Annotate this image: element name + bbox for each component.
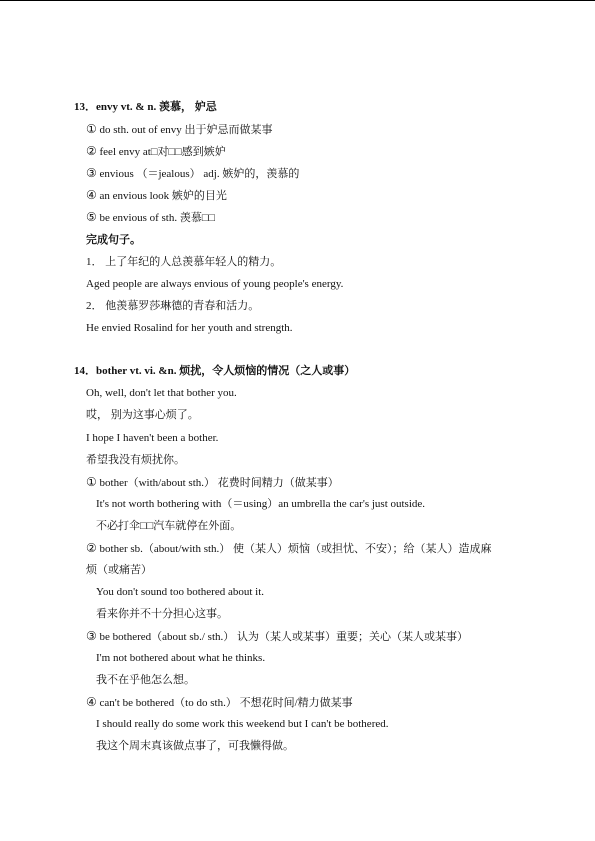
exercise-sentence-2-en: He envied Rosalind for her youth and strength. [86, 322, 293, 334]
exercise-sentence-2-cn: 2． 他羡慕罗莎琳德的青春和活力。 [86, 300, 260, 312]
item-text: an envious look 嫉妒的目光 [96, 190, 227, 202]
item-text: bother（with/about sth.） 花费时间精力（做某事） [96, 477, 339, 489]
bother-item-3-example-en: I'm not bothered about what he thinks. [96, 652, 266, 664]
bother-item-4 [86, 695, 353, 710]
item-number: ③ [86, 166, 97, 180]
bother-item-4-example-cn: 我这个周末真该做点事了，可我懒得做。 [96, 740, 294, 752]
item-text: can't be bothered（to do sth.） 不想花时间/精力做某事 [96, 697, 353, 709]
section-13-heading: 13．envy vt. & n. 羡慕， 妒忌 [74, 101, 217, 113]
envy-item-1 [86, 122, 272, 137]
envy-item-5 [86, 210, 215, 225]
bother-item-1-example-en: It's not worth bothering with（＝using）an umbrella the car's just outside. [96, 498, 426, 510]
item-text: feel envy at□对□□感到嫉妒 [96, 146, 226, 158]
envy-item-2 [86, 144, 226, 159]
exercise-heading: 完成句子。 [86, 234, 141, 246]
bother-item-4-example-en: I should really do some work this weekend but I can't be bothered. [96, 718, 389, 730]
bother-item-2-example-cn: 看来你并不十分担心这事。 [96, 608, 228, 620]
item-text: bother sb.（about/with sth.） 使（某人）烦恼（或担忧、不安）；给（某人）造成麻 [96, 543, 492, 555]
page-top-rule [0, 0, 595, 1]
item-number: ② [86, 144, 97, 158]
bother-intro-1: Oh, well, don't let that bother you. [86, 387, 237, 399]
item-number: ② [86, 541, 97, 555]
item-number: ④ [86, 188, 97, 202]
item-text: be envious of sth. 羡慕□□ [96, 212, 216, 224]
bother-item-3-example-cn: 我不在乎他怎么想。 [96, 674, 195, 686]
bother-intro-4: 希望我没有烦扰你。 [86, 454, 185, 466]
item-number: ⑤ [86, 210, 97, 224]
item-number: ① [86, 475, 97, 489]
envy-item-4 [86, 188, 227, 203]
bother-item-2-cont: 烦（或痛苦） [86, 564, 152, 576]
item-text: envious （＝jealous） adj. 嫉妒的，羡慕的 [96, 168, 300, 180]
bother-intro-3: I hope I haven't been a bother. [86, 432, 219, 444]
item-number: ① [86, 122, 97, 136]
bother-item-3 [86, 629, 468, 644]
bother-item-1 [86, 475, 339, 490]
item-number: ③ [86, 629, 97, 643]
bother-intro-2: 哎， 别为这事心烦了。 [86, 409, 199, 421]
exercise-sentence-1-cn: 1． 上了年纪的人总羡慕年轻人的精力。 [86, 256, 282, 268]
item-text: do sth. out of envy 出于妒忌而做某事 [96, 124, 273, 136]
exercise-sentence-1-en: Aged people are always envious of young people's energy. [86, 278, 344, 290]
bother-item-1-example-cn: 不必打伞□□汽车就停在外面。 [96, 520, 242, 532]
item-text: be bothered（about sb./ sth.） 认为（某人或某事）重要；关心（某人或某事） [96, 631, 468, 643]
section-14-heading: 14．bother vt. vi. &n. 烦扰，令人烦恼的情况（之人或事） [74, 365, 356, 377]
bother-item-2 [86, 541, 492, 556]
item-number: ④ [86, 695, 97, 709]
bother-item-2-example-en: You don't sound too bothered about it. [96, 586, 265, 598]
envy-item-3 [86, 166, 299, 181]
